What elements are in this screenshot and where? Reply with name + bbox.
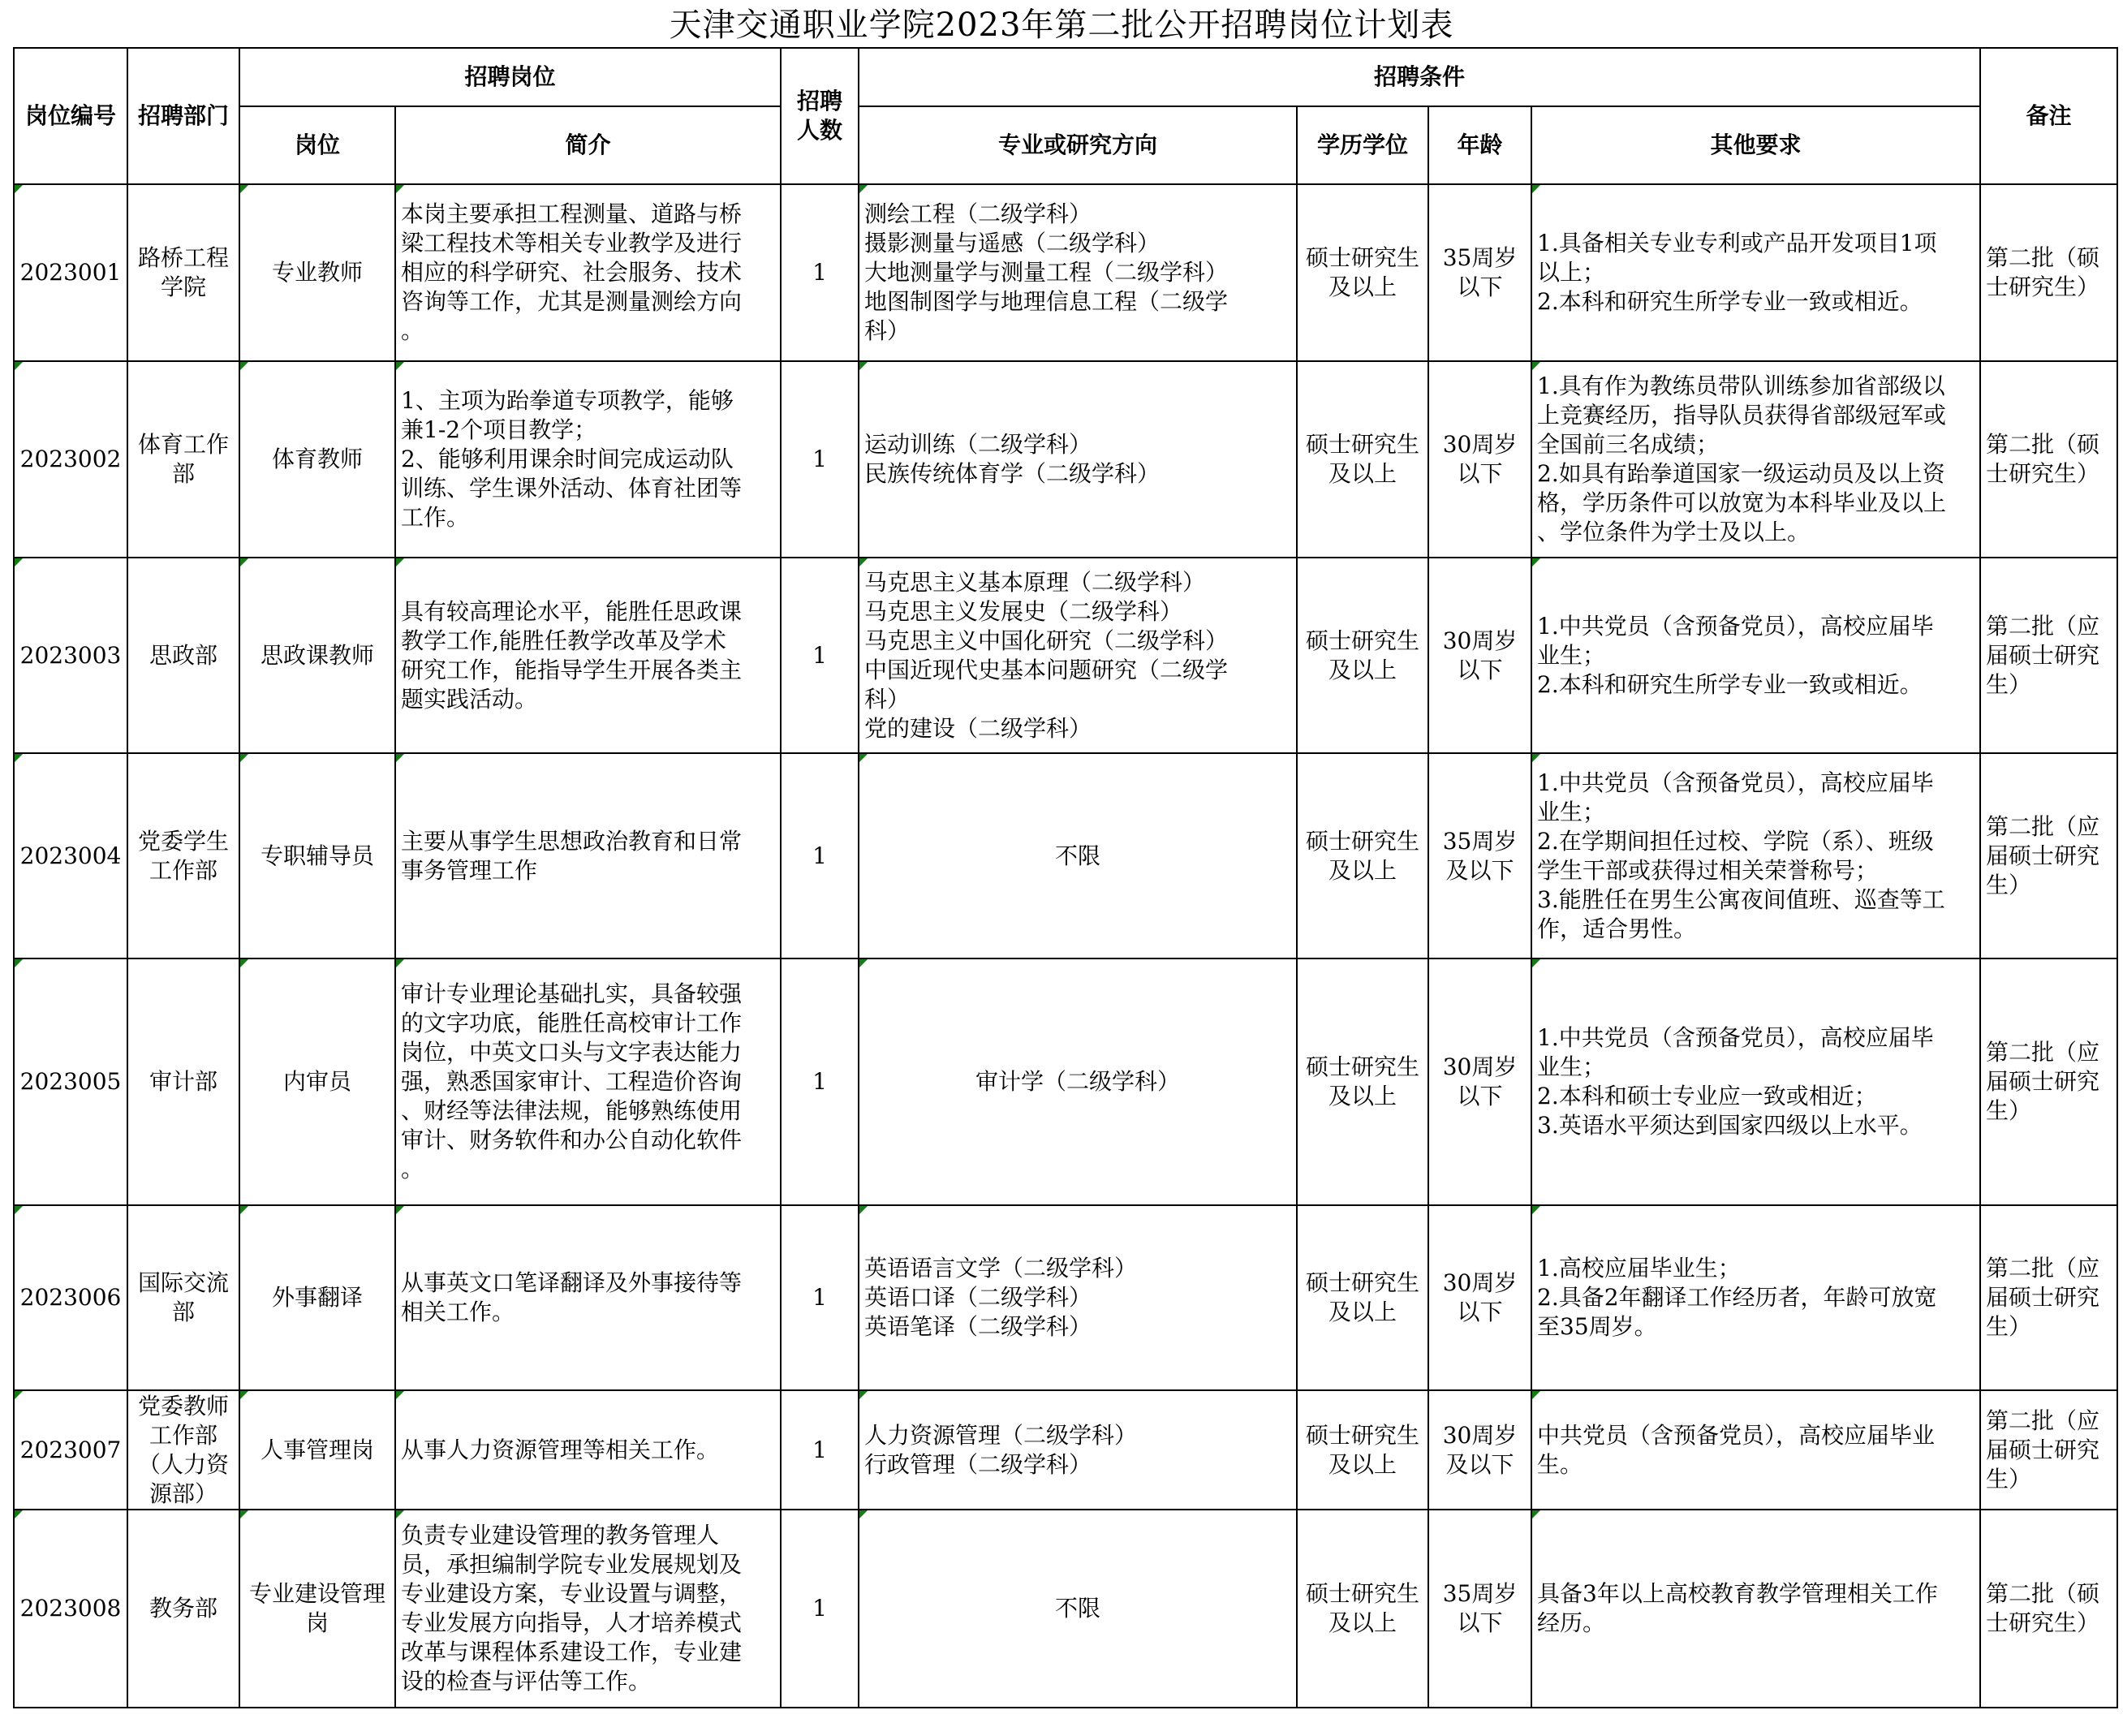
other-requirements-cell: 1.中共党员（含预备党员），高校应届毕 业生； 2.本科和研究生所学专业一致或相近。 — [1531, 558, 1980, 753]
degree-cell: 硕士研究生 及以上 — [1297, 558, 1428, 753]
other-requirements-cell: 具备3年以上高校教育教学管理相关工作 经历。 — [1531, 1510, 1980, 1708]
age-cell: 30周岁 及以下 — [1428, 1390, 1531, 1510]
post-cell: 专业教师 — [239, 184, 395, 361]
degree-cell: 硕士研究生 及以上 — [1297, 958, 1428, 1205]
major-cell: 不限 — [859, 1510, 1297, 1708]
post-cell: 外事翻译 — [239, 1205, 395, 1390]
header-intro: 简介 — [395, 106, 781, 184]
header-post-group: 招聘岗位 — [239, 48, 781, 106]
major-cell: 人力资源管理（二级学科） 行政管理（二级学科） — [859, 1390, 1297, 1510]
remark-cell: 第二批（硕 士研究生） — [1980, 361, 2117, 558]
post-cell: 内审员 — [239, 958, 395, 1205]
intro-cell: 审计专业理论基础扎实，具备较强 的文字功底，能胜任高校审计工作 岗位，中英文口头与文字表达能力 强，熟悉国家审计、工程造价咨询 、财经等法律法规，能够熟练使用 审计、财务软件和办公自动化软件 。 — [395, 958, 781, 1205]
degree-cell: 硕士研究生 及以上 — [1297, 1510, 1428, 1708]
post-id-cell: 2023004 — [14, 753, 127, 958]
age-cell: 35周岁 及以下 — [1428, 753, 1531, 958]
intro-cell: 具有较高理论水平，能胜任思政课 教学工作,能胜任教学改革及学术 研究工作，能指导学生开展各类主 题实践活动。 — [395, 558, 781, 753]
recruitment-table — [13, 47, 2118, 1708]
other-requirements-cell: 1.中共党员（含预备党员），高校应届毕 业生； 2.在学期间担任过校、学院（系）、班级 学生干部或获得过相关荣誉称号； 3.能胜任在男生公寓夜间值班、巡查等工 作，适合男性。 — [1531, 753, 1980, 958]
header-post-id: 岗位编号 — [14, 48, 127, 184]
department-cell: 审计部 — [127, 958, 239, 1205]
other-requirements-cell: 1.高校应届毕业生； 2.具备2年翻译工作经历者，年龄可放宽 至35周岁。 — [1531, 1205, 1980, 1390]
count-cell: 1 — [781, 958, 859, 1205]
other-requirements-cell: 中共党员（含预备党员），高校应届毕业 生。 — [1531, 1390, 1980, 1510]
other-requirements-cell: 1.中共党员（含预备党员），高校应届毕 业生； 2.本科和硕士专业应一致或相近； 3.英语水平须达到国家四级以上水平。 — [1531, 958, 1980, 1205]
degree-cell: 硕士研究生 及以上 — [1297, 1390, 1428, 1510]
age-cell: 35周岁 以下 — [1428, 1510, 1531, 1708]
post-cell: 人事管理岗 — [239, 1390, 395, 1510]
age-cell: 30周岁 以下 — [1428, 361, 1531, 558]
intro-cell: 从事人力资源管理等相关工作。 — [395, 1390, 781, 1510]
table-row — [14, 558, 2117, 753]
major-cell: 审计学（二级学科） — [859, 958, 1297, 1205]
post-id-cell: 2023007 — [14, 1390, 127, 1510]
count-cell: 1 — [781, 1205, 859, 1390]
age-cell: 30周岁 以下 — [1428, 558, 1531, 753]
intro-cell: 本岗主要承担工程测量、道路与桥 梁工程技术等相关专业教学及进行 相应的科学研究、社会服务、技术 咨询等工作，尤其是测量测绘方向 。 — [395, 184, 781, 361]
degree-cell: 硕士研究生 及以上 — [1297, 753, 1428, 958]
remark-cell: 第二批（应 届硕士研究 生） — [1980, 1390, 2117, 1510]
intro-cell: 负责专业建设管理的教务管理人 员，承担编制学院专业发展规划及 专业建设方案，专业设置与调整， 专业发展方向指导，人才培养模式 改革与课程体系建设工作，专业建 设的检查与评估等工作。 — [395, 1510, 781, 1708]
remark-cell: 第二批（硕 士研究生） — [1980, 184, 2117, 361]
post-cell: 思政课教师 — [239, 558, 395, 753]
remark-cell: 第二批（应 届硕士研究 生） — [1980, 753, 2117, 958]
other-requirements-cell: 1.具备相关专业专利或产品开发项目1项 以上； 2.本科和研究生所学专业一致或相近。 — [1531, 184, 1980, 361]
other-requirements-cell: 1.具有作为教练员带队训练参加省部级以 上竞赛经历，指导队员获得省部级冠军或 全国前三名成绩； 2.如具有跆拳道国家一级运动员及以上资 格，学历条件可以放宽为本科毕业及以上 、学位条件为学士及以上。 — [1531, 361, 1980, 558]
department-cell: 体育工作 部 — [127, 361, 239, 558]
remark-cell: 第二批（应 届硕士研究 生） — [1980, 1205, 2117, 1390]
degree-cell: 硕士研究生 及以上 — [1297, 361, 1428, 558]
degree-cell: 硕士研究生 及以上 — [1297, 1205, 1428, 1390]
age-cell: 30周岁 以下 — [1428, 958, 1531, 1205]
table-row — [14, 184, 2117, 361]
intro-cell: 主要从事学生思想政治教育和日常 事务管理工作 — [395, 753, 781, 958]
major-cell: 马克思主义基本原理（二级学科） 马克思主义发展史（二级学科） 马克思主义中国化研究（二级学科） 中国近现代史基本问题研究（二级学 科） 党的建设（二级学科） — [859, 558, 1297, 753]
post-id-cell: 2023008 — [14, 1510, 127, 1708]
page-title: 天津交通职业学院2023年第二批公开招聘岗位计划表 — [669, 6, 1454, 44]
major-cell: 英语语言文学（二级学科） 英语口译（二级学科） 英语笔译（二级学科） — [859, 1205, 1297, 1390]
department-cell: 国际交流 部 — [127, 1205, 239, 1390]
count-cell: 1 — [781, 1390, 859, 1510]
header-major: 专业或研究方向 — [859, 106, 1297, 184]
table-row — [14, 958, 2117, 1205]
department-cell: 教务部 — [127, 1510, 239, 1708]
header-department: 招聘部门 — [127, 48, 239, 184]
department-cell: 路桥工程 学院 — [127, 184, 239, 361]
post-id-cell: 2023002 — [14, 361, 127, 558]
header-conditions-group: 招聘条件 — [859, 48, 1980, 106]
intro-cell: 从事英文口笔译翻译及外事接待等 相关工作。 — [395, 1205, 781, 1390]
post-id-cell: 2023006 — [14, 1205, 127, 1390]
age-cell: 30周岁 以下 — [1428, 1205, 1531, 1390]
intro-cell: 1、主项为跆拳道专项教学，能够 兼1-2个项目教学； 2、能够利用课余时间完成运动队 训练、学生课外活动、体育社团等 工作。 — [395, 361, 781, 558]
header-other: 其他要求 — [1531, 106, 1980, 184]
count-cell: 1 — [781, 1510, 859, 1708]
remark-cell: 第二批（硕 士研究生） — [1980, 1510, 2117, 1708]
table-row — [14, 753, 2117, 958]
table-row — [14, 1205, 2117, 1390]
post-id-cell: 2023001 — [14, 184, 127, 361]
degree-cell: 硕士研究生 及以上 — [1297, 184, 1428, 361]
table-body — [14, 184, 2117, 1708]
header-count: 招聘 人数 — [781, 48, 859, 184]
count-cell: 1 — [781, 361, 859, 558]
header-remark: 备注 — [1980, 48, 2117, 184]
remark-cell: 第二批（应 届硕士研究 生） — [1980, 958, 2117, 1205]
department-cell: 党委教师 工作部 （人力资 源部） — [127, 1390, 239, 1510]
header-age: 年龄 — [1428, 106, 1531, 184]
count-cell: 1 — [781, 753, 859, 958]
count-cell: 1 — [781, 184, 859, 361]
department-cell: 思政部 — [127, 558, 239, 753]
post-cell: 专业建设管理 岗 — [239, 1510, 395, 1708]
remark-cell: 第二批（应 届硕士研究 生） — [1980, 558, 2117, 753]
post-id-cell: 2023005 — [14, 958, 127, 1205]
table-row — [14, 361, 2117, 558]
department-cell: 党委学生 工作部 — [127, 753, 239, 958]
post-cell: 专职辅导员 — [239, 753, 395, 958]
count-cell: 1 — [781, 558, 859, 753]
header-post: 岗位 — [239, 106, 395, 184]
major-cell: 不限 — [859, 753, 1297, 958]
major-cell: 运动训练（二级学科） 民族传统体育学（二级学科） — [859, 361, 1297, 558]
table-row — [14, 1390, 2117, 1510]
major-cell: 测绘工程（二级学科） 摄影测量与遥感（二级学科） 大地测量学与测量工程（二级学科） 地图制图学与地理信息工程（二级学 科） — [859, 184, 1297, 361]
header-degree: 学历学位 — [1297, 106, 1428, 184]
post-cell: 体育教师 — [239, 361, 395, 558]
post-id-cell: 2023003 — [14, 558, 127, 753]
table-row — [14, 1510, 2117, 1708]
age-cell: 35周岁 以下 — [1428, 184, 1531, 361]
